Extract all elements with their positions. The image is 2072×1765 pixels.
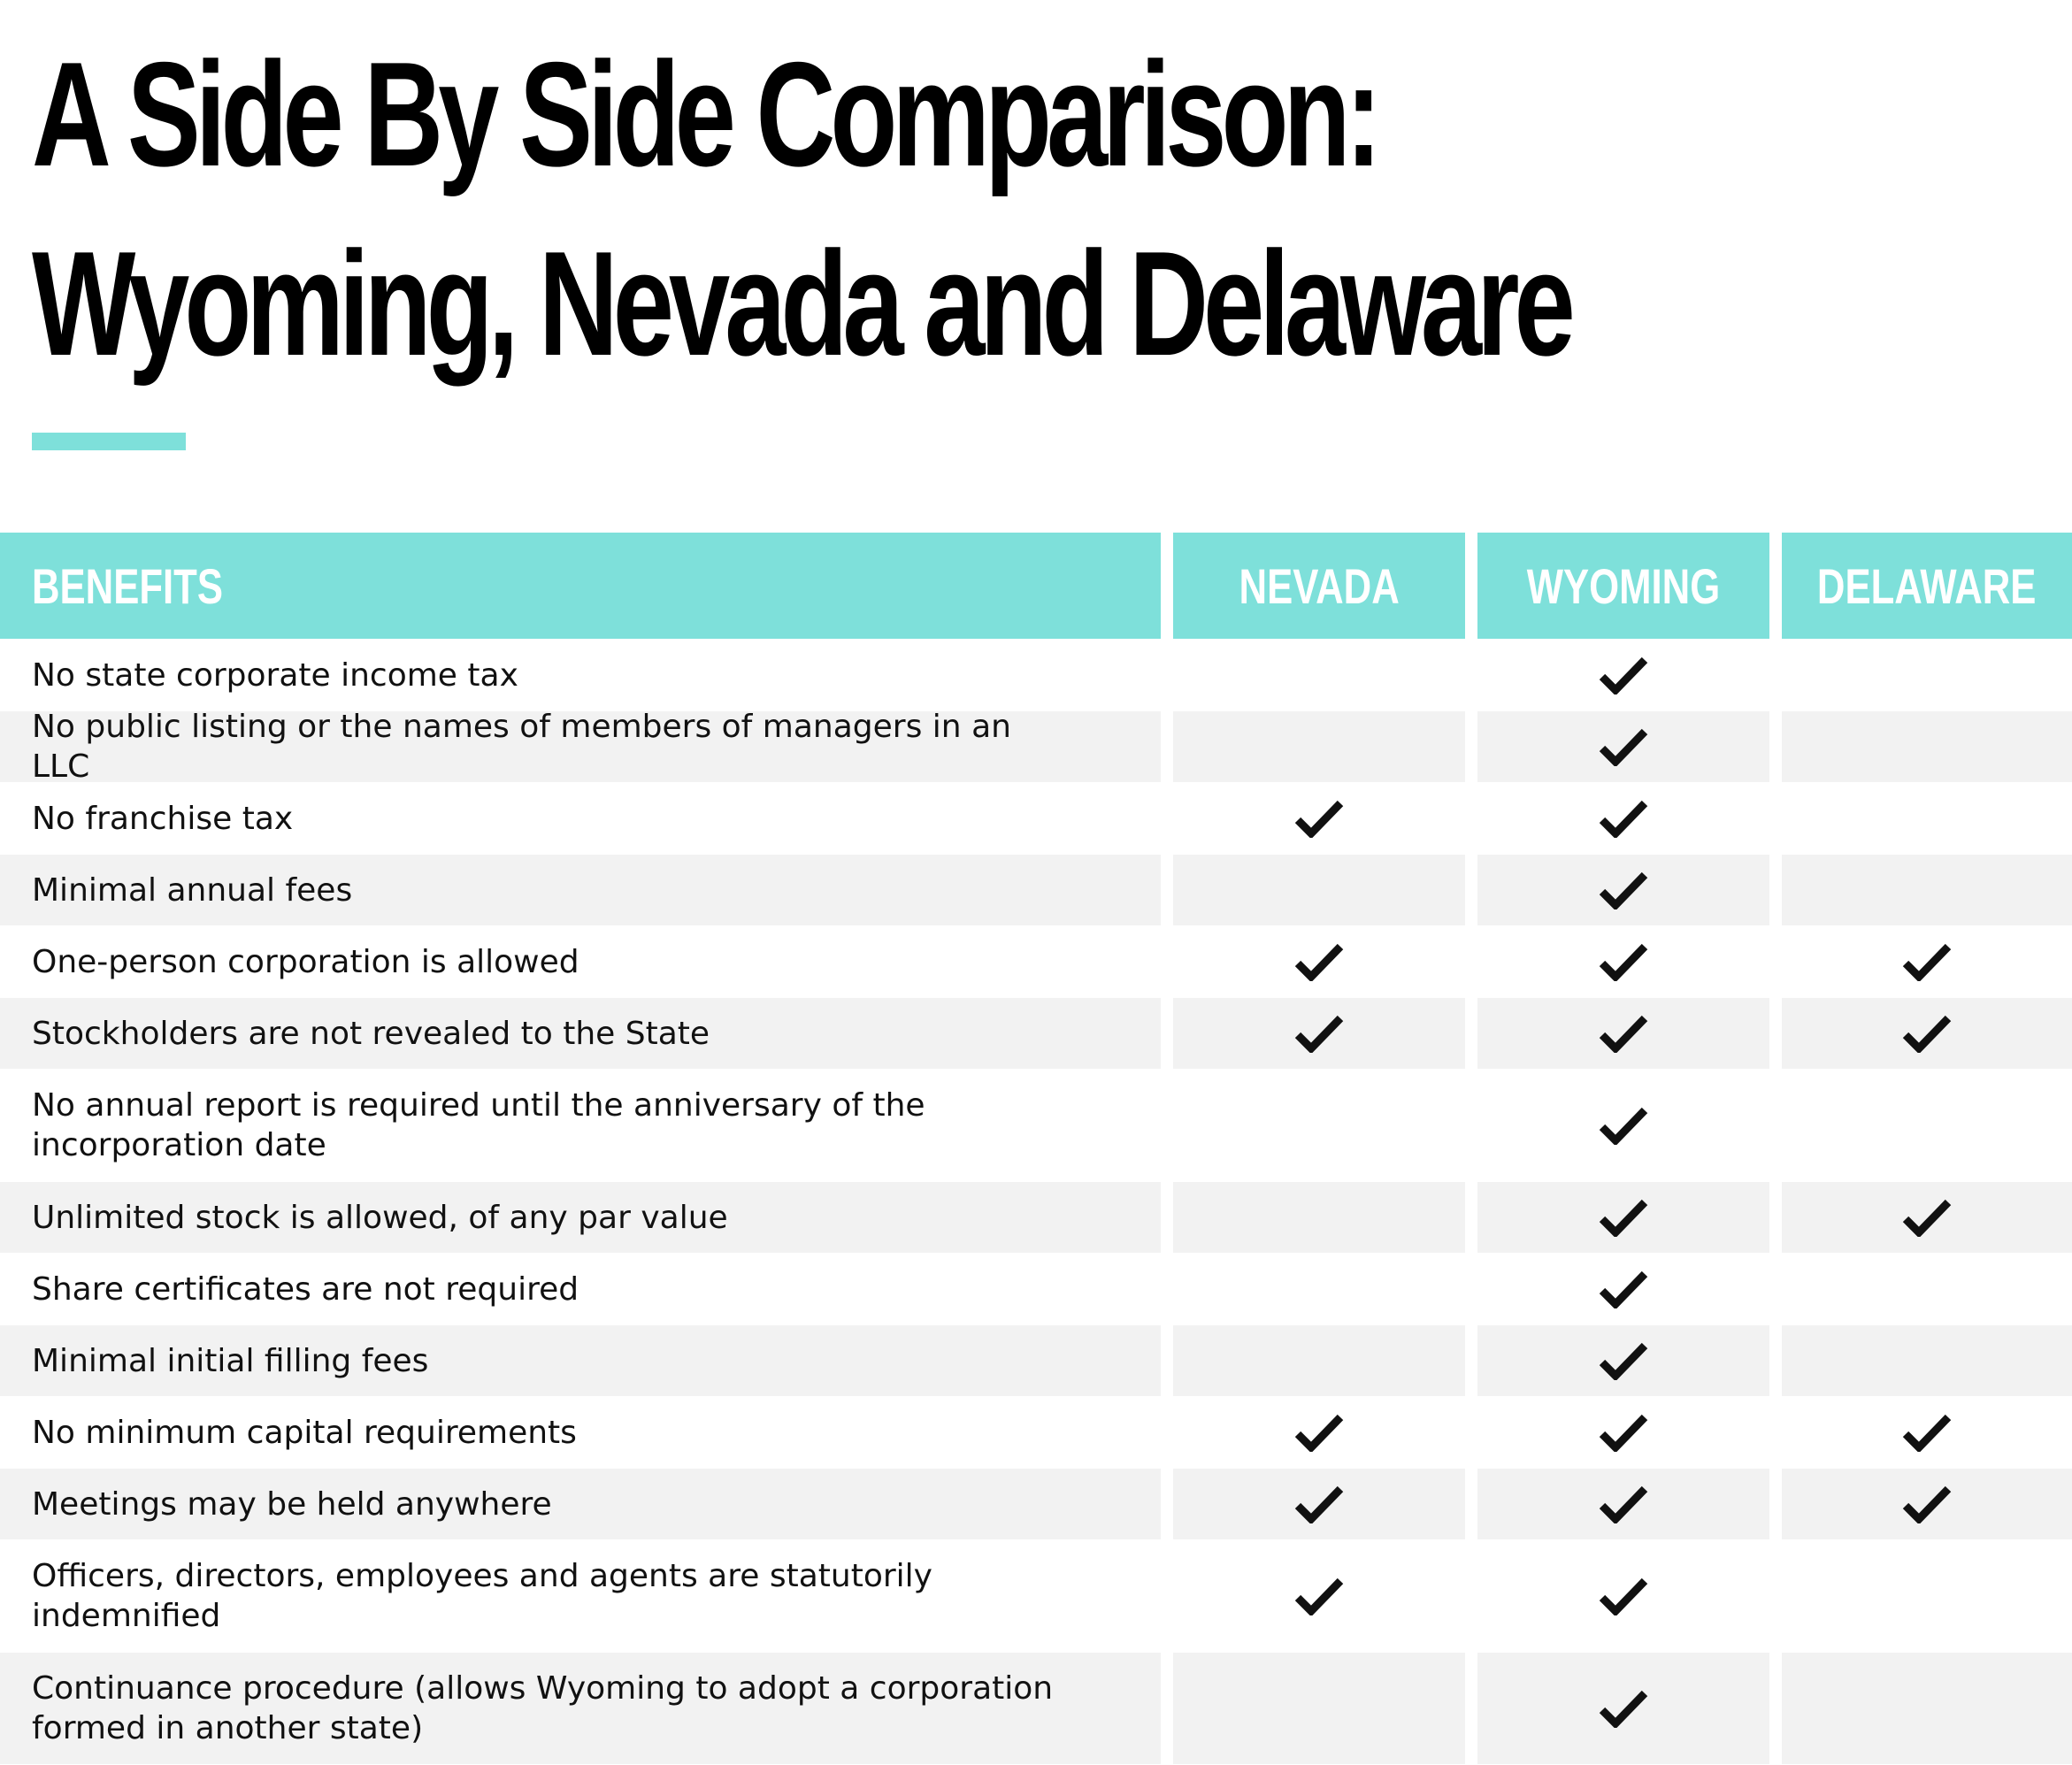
wyoming-cell: [1477, 783, 1769, 854]
checkmark-icon: [1599, 656, 1648, 694]
table-row: [0, 855, 2072, 925]
delaware-cell: [1782, 783, 2072, 854]
title-line-1: A Side By Side Comparison:: [32, 31, 1377, 197]
benefit-cell: No minimum capital requirements: [32, 1414, 577, 1451]
nevada-cell: [1173, 1540, 1465, 1652]
checkmark-icon: [1902, 1485, 1952, 1523]
table-row: [0, 1540, 2072, 1652]
table-row: [0, 783, 2072, 854]
checkmark-icon: [1294, 1014, 1344, 1053]
nevada-cell: [1173, 855, 1465, 925]
wyoming-cell: [1477, 640, 1769, 710]
table-row: [0, 998, 2072, 1069]
benefit-cell: Unlimited stock is allowed, of any par value: [0, 1182, 1161, 1253]
delaware-cell: [1782, 998, 2072, 1069]
accent-bar: [32, 433, 186, 450]
nevada-cell: [1173, 1254, 1465, 1324]
nevada-cell: [1173, 1397, 1465, 1468]
comparison-table: [0, 533, 2072, 1765]
checkmark-icon: [1599, 1577, 1648, 1615]
header-benefits: BENEFITS: [0, 533, 1161, 639]
page-title: [32, 19, 1570, 398]
benefit-cell: Minimal annual fees: [0, 855, 1161, 925]
delaware-cell: [1782, 1469, 2072, 1539]
table-row: [0, 1469, 2072, 1539]
delaware-cell: [1782, 1653, 2072, 1764]
benefit-cell: Meetings may be held anywhere: [0, 1469, 1161, 1539]
checkmark-icon: [1294, 799, 1344, 838]
table-row: [0, 1254, 2072, 1324]
wyoming-cell: [1477, 1540, 1769, 1652]
table-row: [0, 1653, 2072, 1764]
wyoming-cell: [1477, 855, 1769, 925]
delaware-cell: [1782, 1540, 2072, 1652]
nevada-cell: [1173, 1182, 1465, 1253]
checkmark-icon: [1599, 871, 1648, 909]
wyoming-cell: [1477, 926, 1769, 997]
delaware-cell: [1782, 640, 2072, 710]
benefit-cell: No state corporate income tax: [32, 656, 518, 694]
wyoming-cell: [1477, 711, 1769, 782]
checkmark-icon: [1599, 1413, 1648, 1452]
table-row: [0, 926, 2072, 997]
nevada-cell: [1173, 711, 1465, 782]
nevada-cell: [1173, 1469, 1465, 1539]
benefit-cell: Minimal initial filling fees: [0, 1325, 1161, 1396]
checkmark-icon: [1294, 1413, 1344, 1452]
header-nevada: NEVADA: [1173, 533, 1465, 639]
benefit-cell: Continuance procedure (allows Wyoming to adopt a corporation formed in another state): [0, 1653, 1161, 1764]
table-header-row: [0, 533, 2072, 639]
benefit-cell: One-person corporation is allowed: [32, 943, 579, 980]
benefit-cell: No public listing or the names of members of managers in an LLC: [0, 711, 1161, 782]
checkmark-icon: [1599, 1014, 1648, 1053]
table-row: [0, 640, 2072, 710]
nevada-cell: [1173, 1325, 1465, 1396]
wyoming-cell: [1477, 1254, 1769, 1324]
checkmark-icon: [1294, 1485, 1344, 1523]
delaware-cell: [1782, 926, 2072, 997]
checkmark-icon: [1599, 1341, 1648, 1380]
checkmark-icon: [1902, 1198, 1952, 1237]
wyoming-cell: [1477, 998, 1769, 1069]
benefit-cell: No franchise tax: [32, 800, 294, 837]
checkmark-icon: [1902, 942, 1952, 981]
title-line-2: Wyoming, Nevada and Delaware: [32, 220, 1570, 387]
table-row: [0, 1070, 2072, 1181]
delaware-cell: [1782, 1325, 2072, 1396]
checkmark-icon: [1599, 1106, 1648, 1145]
delaware-cell: [1782, 1254, 2072, 1324]
wyoming-cell: [1477, 1325, 1769, 1396]
delaware-cell: [1782, 855, 2072, 925]
checkmark-icon: [1599, 727, 1648, 766]
delaware-cell: [1782, 1397, 2072, 1468]
checkmark-icon: [1599, 1689, 1648, 1728]
checkmark-icon: [1902, 1413, 1952, 1452]
nevada-cell: [1173, 1070, 1465, 1181]
delaware-cell: [1782, 1182, 2072, 1253]
nevada-cell: [1173, 783, 1465, 854]
table-row: [0, 709, 2072, 785]
checkmark-icon: [1599, 1198, 1648, 1237]
checkmark-icon: [1294, 942, 1344, 981]
checkmark-icon: [1599, 799, 1648, 838]
wyoming-cell: [1477, 1182, 1769, 1253]
checkmark-icon: [1599, 1485, 1648, 1523]
wyoming-cell: [1477, 1653, 1769, 1764]
checkmark-icon: [1902, 1014, 1952, 1053]
header-delaware: DELAWARE: [1782, 533, 2072, 639]
header-wyoming: WYOMING: [1477, 533, 1769, 639]
wyoming-cell: [1477, 1469, 1769, 1539]
benefit-cell: Stockholders are not revealed to the State: [0, 998, 1161, 1069]
benefit-cell: No annual report is required until the anniversary of the incorporation date: [32, 1087, 925, 1163]
checkmark-icon: [1294, 1577, 1344, 1615]
delaware-cell: [1782, 1070, 2072, 1181]
table-row: [0, 1397, 2072, 1468]
nevada-cell: [1173, 998, 1465, 1069]
benefit-cell: Officers, directors, employees and agents are statutorily indemnified: [32, 1558, 932, 1634]
checkmark-icon: [1599, 942, 1648, 981]
nevada-cell: [1173, 926, 1465, 997]
nevada-cell: [1173, 640, 1465, 710]
wyoming-cell: [1477, 1397, 1769, 1468]
checkmark-icon: [1599, 1270, 1648, 1308]
table-row: [0, 1182, 2072, 1253]
nevada-cell: [1173, 1653, 1465, 1764]
benefit-cell: Share certificates are not required: [32, 1270, 579, 1308]
wyoming-cell: [1477, 1070, 1769, 1181]
table-row: [0, 1325, 2072, 1396]
delaware-cell: [1782, 711, 2072, 782]
